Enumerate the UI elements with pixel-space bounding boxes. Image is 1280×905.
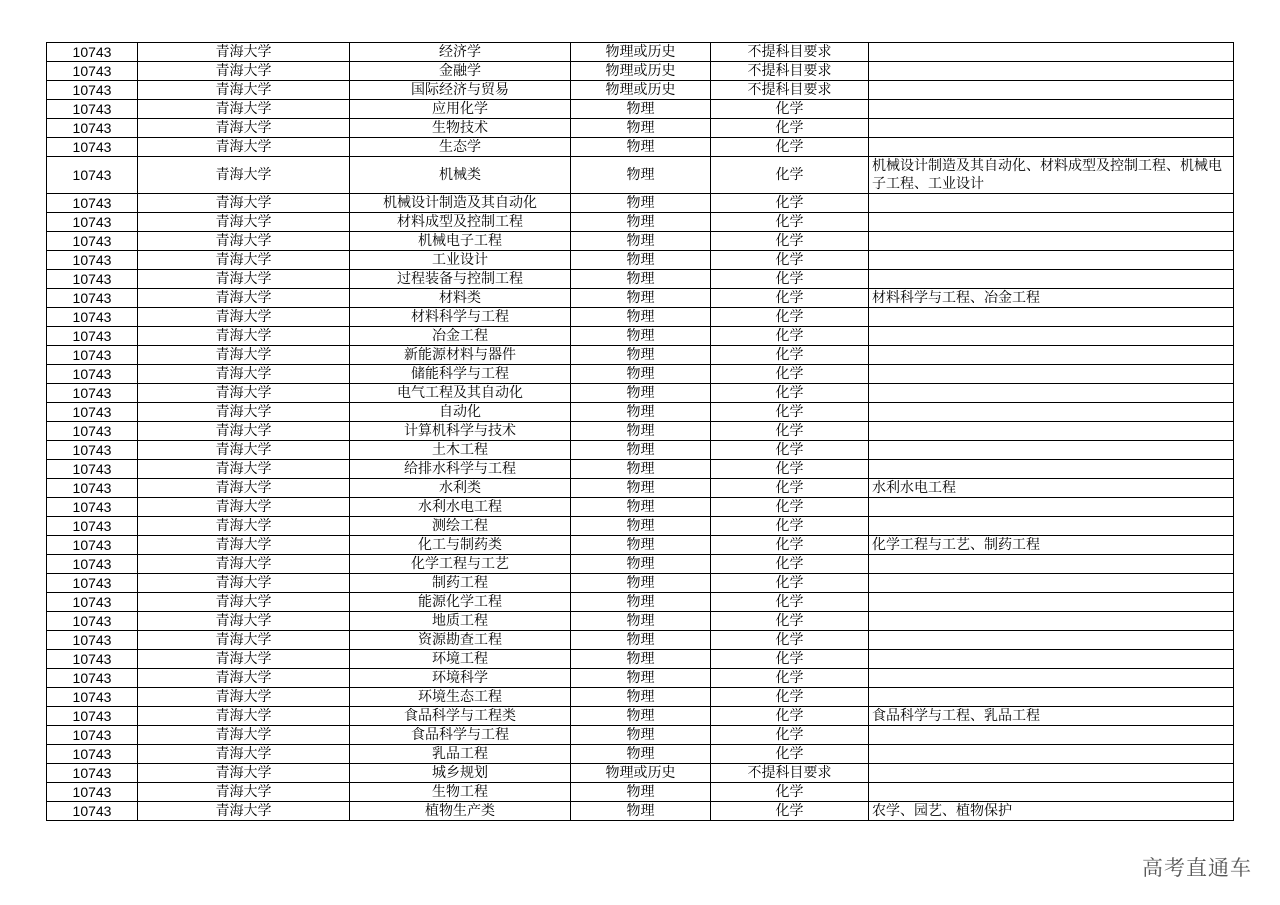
table-row [47, 365, 1234, 384]
school-code-cell: 10743 [47, 536, 138, 555]
second-subject-cell: 不提科目要求 [711, 43, 869, 62]
first-subject-cell: 物理 [571, 612, 711, 631]
major-name-cell: 过程装备与控制工程 [350, 270, 571, 289]
first-subject-cell: 物理 [571, 308, 711, 327]
school-name-cell: 青海大学 [138, 707, 350, 726]
included-majors-cell: 化学工程与工艺、制药工程 [869, 536, 1234, 555]
first-subject-cell: 物理 [571, 270, 711, 289]
second-subject-cell: 不提科目要求 [711, 764, 869, 783]
major-name-cell: 材料类 [350, 289, 571, 308]
table-body [47, 43, 1234, 821]
school-name-cell: 青海大学 [138, 745, 350, 764]
included-majors-cell [869, 43, 1234, 62]
major-name-cell: 环境生态工程 [350, 688, 571, 707]
table-row [47, 100, 1234, 119]
second-subject-cell: 不提科目要求 [711, 62, 869, 81]
table-row [47, 157, 1234, 194]
school-name-cell: 青海大学 [138, 536, 350, 555]
second-subject-cell: 化学 [711, 669, 869, 688]
school-name-cell: 青海大学 [138, 289, 350, 308]
school-name-cell: 青海大学 [138, 726, 350, 745]
second-subject-cell: 化学 [711, 232, 869, 251]
school-code-cell: 10743 [47, 707, 138, 726]
school-code-cell: 10743 [47, 650, 138, 669]
requirements-table [46, 42, 1234, 821]
second-subject-cell: 化学 [711, 802, 869, 821]
school-code-cell: 10743 [47, 62, 138, 81]
second-subject-cell: 化学 [711, 119, 869, 138]
included-majors-cell [869, 726, 1234, 745]
major-name-cell: 生物技术 [350, 119, 571, 138]
first-subject-cell: 物理 [571, 327, 711, 346]
school-name-cell: 青海大学 [138, 631, 350, 650]
table-row [47, 574, 1234, 593]
school-code-cell: 10743 [47, 270, 138, 289]
school-code-cell: 10743 [47, 213, 138, 232]
second-subject-cell: 化学 [711, 100, 869, 119]
second-subject-cell: 化学 [711, 270, 869, 289]
major-name-cell: 生物工程 [350, 783, 571, 802]
table-row [47, 460, 1234, 479]
school-name-cell: 青海大学 [138, 251, 350, 270]
major-name-cell: 食品科学与工程类 [350, 707, 571, 726]
school-name-cell: 青海大学 [138, 669, 350, 688]
included-majors-cell [869, 422, 1234, 441]
table-row [47, 593, 1234, 612]
included-majors-cell: 机械设计制造及其自动化、材料成型及控制工程、机械电子工程、工业设计 [869, 157, 1234, 194]
first-subject-cell: 物理或历史 [571, 81, 711, 100]
table-row [47, 251, 1234, 270]
major-name-cell: 电气工程及其自动化 [350, 384, 571, 403]
school-code-cell: 10743 [47, 327, 138, 346]
second-subject-cell: 不提科目要求 [711, 81, 869, 100]
major-name-cell: 地质工程 [350, 612, 571, 631]
table-row [47, 555, 1234, 574]
school-name-cell: 青海大学 [138, 346, 350, 365]
first-subject-cell: 物理 [571, 194, 711, 213]
table-row [47, 783, 1234, 802]
second-subject-cell: 化学 [711, 213, 869, 232]
school-code-cell: 10743 [47, 81, 138, 100]
school-name-cell: 青海大学 [138, 384, 350, 403]
included-majors-cell [869, 593, 1234, 612]
first-subject-cell: 物理 [571, 574, 711, 593]
second-subject-cell: 化学 [711, 745, 869, 764]
table-row [47, 536, 1234, 555]
table-row [47, 745, 1234, 764]
school-code-cell: 10743 [47, 745, 138, 764]
school-name-cell: 青海大学 [138, 327, 350, 346]
included-majors-cell [869, 460, 1234, 479]
school-name-cell: 青海大学 [138, 308, 350, 327]
included-majors-cell [869, 100, 1234, 119]
first-subject-cell: 物理 [571, 536, 711, 555]
table-row [47, 232, 1234, 251]
included-majors-cell [869, 441, 1234, 460]
table-row [47, 138, 1234, 157]
included-majors-cell [869, 669, 1234, 688]
included-majors-cell [869, 346, 1234, 365]
included-majors-cell [869, 650, 1234, 669]
school-name-cell: 青海大学 [138, 650, 350, 669]
school-name-cell: 青海大学 [138, 270, 350, 289]
first-subject-cell: 物理 [571, 384, 711, 403]
school-code-cell: 10743 [47, 232, 138, 251]
school-code-cell: 10743 [47, 593, 138, 612]
first-subject-cell: 物理 [571, 346, 711, 365]
school-code-cell: 10743 [47, 43, 138, 62]
major-name-cell: 机械设计制造及其自动化 [350, 194, 571, 213]
first-subject-cell: 物理 [571, 251, 711, 270]
table-row [47, 270, 1234, 289]
school-name-cell: 青海大学 [138, 62, 350, 81]
table-row [47, 726, 1234, 745]
school-name-cell: 青海大学 [138, 213, 350, 232]
first-subject-cell: 物理 [571, 479, 711, 498]
included-majors-cell [869, 213, 1234, 232]
school-code-cell: 10743 [47, 289, 138, 308]
first-subject-cell: 物理 [571, 441, 711, 460]
school-code-cell: 10743 [47, 403, 138, 422]
second-subject-cell: 化学 [711, 631, 869, 650]
school-name-cell: 青海大学 [138, 194, 350, 213]
major-name-cell: 制药工程 [350, 574, 571, 593]
major-name-cell: 食品科学与工程 [350, 726, 571, 745]
table-row [47, 650, 1234, 669]
school-name-cell: 青海大学 [138, 498, 350, 517]
first-subject-cell: 物理 [571, 232, 711, 251]
major-name-cell: 植物生产类 [350, 802, 571, 821]
major-name-cell: 应用化学 [350, 100, 571, 119]
second-subject-cell: 化学 [711, 688, 869, 707]
first-subject-cell: 物理 [571, 631, 711, 650]
school-name-cell: 青海大学 [138, 802, 350, 821]
school-code-cell: 10743 [47, 631, 138, 650]
school-name-cell: 青海大学 [138, 403, 350, 422]
school-name-cell: 青海大学 [138, 593, 350, 612]
second-subject-cell: 化学 [711, 251, 869, 270]
included-majors-cell [869, 251, 1234, 270]
table-row [47, 802, 1234, 821]
second-subject-cell: 化学 [711, 650, 869, 669]
first-subject-cell: 物理 [571, 498, 711, 517]
included-majors-cell: 农学、园艺、植物保护 [869, 802, 1234, 821]
major-name-cell: 储能科学与工程 [350, 365, 571, 384]
second-subject-cell: 化学 [711, 138, 869, 157]
school-code-cell: 10743 [47, 194, 138, 213]
watermark-text: 高考直通车 [1142, 856, 1252, 880]
included-majors-cell [869, 138, 1234, 157]
second-subject-cell: 化学 [711, 574, 869, 593]
school-code-cell: 10743 [47, 100, 138, 119]
major-name-cell: 计算机科学与技术 [350, 422, 571, 441]
second-subject-cell: 化学 [711, 593, 869, 612]
major-name-cell: 新能源材料与器件 [350, 346, 571, 365]
school-name-cell: 青海大学 [138, 688, 350, 707]
school-name-cell: 青海大学 [138, 441, 350, 460]
school-code-cell: 10743 [47, 802, 138, 821]
major-name-cell: 给排水科学与工程 [350, 460, 571, 479]
included-majors-cell [869, 62, 1234, 81]
school-code-cell: 10743 [47, 422, 138, 441]
included-majors-cell [869, 745, 1234, 764]
first-subject-cell: 物理 [571, 157, 711, 194]
first-subject-cell: 物理 [571, 726, 711, 745]
major-name-cell: 城乡规划 [350, 764, 571, 783]
school-code-cell: 10743 [47, 574, 138, 593]
second-subject-cell: 化学 [711, 498, 869, 517]
table-row [47, 707, 1234, 726]
major-name-cell: 国际经济与贸易 [350, 81, 571, 100]
school-code-cell: 10743 [47, 119, 138, 138]
table-row [47, 327, 1234, 346]
included-majors-cell [869, 574, 1234, 593]
first-subject-cell: 物理 [571, 593, 711, 612]
table-row [47, 612, 1234, 631]
school-name-cell: 青海大学 [138, 43, 350, 62]
second-subject-cell: 化学 [711, 403, 869, 422]
included-majors-cell [869, 308, 1234, 327]
table-row [47, 498, 1234, 517]
table-row [47, 669, 1234, 688]
school-name-cell: 青海大学 [138, 81, 350, 100]
second-subject-cell: 化学 [711, 441, 869, 460]
second-subject-cell: 化学 [711, 365, 869, 384]
school-code-cell: 10743 [47, 460, 138, 479]
school-name-cell: 青海大学 [138, 422, 350, 441]
first-subject-cell: 物理 [571, 119, 711, 138]
school-name-cell: 青海大学 [138, 460, 350, 479]
major-name-cell: 水利水电工程 [350, 498, 571, 517]
second-subject-cell: 化学 [711, 707, 869, 726]
first-subject-cell: 物理 [571, 403, 711, 422]
school-name-cell: 青海大学 [138, 157, 350, 194]
major-name-cell: 材料科学与工程 [350, 308, 571, 327]
major-name-cell: 生态学 [350, 138, 571, 157]
school-code-cell: 10743 [47, 612, 138, 631]
first-subject-cell: 物理 [571, 650, 711, 669]
school-code-cell: 10743 [47, 384, 138, 403]
school-name-cell: 青海大学 [138, 764, 350, 783]
included-majors-cell [869, 612, 1234, 631]
table-row [47, 631, 1234, 650]
second-subject-cell: 化学 [711, 308, 869, 327]
included-majors-cell [869, 631, 1234, 650]
included-majors-cell [869, 555, 1234, 574]
major-name-cell: 乳品工程 [350, 745, 571, 764]
school-code-cell: 10743 [47, 783, 138, 802]
school-name-cell: 青海大学 [138, 555, 350, 574]
second-subject-cell: 化学 [711, 422, 869, 441]
included-majors-cell [869, 194, 1234, 213]
major-name-cell: 材料成型及控制工程 [350, 213, 571, 232]
school-name-cell: 青海大学 [138, 138, 350, 157]
first-subject-cell: 物理 [571, 213, 711, 232]
major-name-cell: 化工与制药类 [350, 536, 571, 555]
school-code-cell: 10743 [47, 764, 138, 783]
major-name-cell: 经济学 [350, 43, 571, 62]
second-subject-cell: 化学 [711, 555, 869, 574]
included-majors-cell [869, 498, 1234, 517]
first-subject-cell: 物理 [571, 422, 711, 441]
school-code-cell: 10743 [47, 346, 138, 365]
major-name-cell: 金融学 [350, 62, 571, 81]
first-subject-cell: 物理 [571, 517, 711, 536]
table-row [47, 384, 1234, 403]
school-name-cell: 青海大学 [138, 365, 350, 384]
school-code-cell: 10743 [47, 441, 138, 460]
table-row [47, 517, 1234, 536]
second-subject-cell: 化学 [711, 327, 869, 346]
school-name-cell: 青海大学 [138, 574, 350, 593]
included-majors-cell: 材料科学与工程、冶金工程 [869, 289, 1234, 308]
first-subject-cell: 物理或历史 [571, 43, 711, 62]
major-name-cell: 工业设计 [350, 251, 571, 270]
school-code-cell: 10743 [47, 251, 138, 270]
school-code-cell: 10743 [47, 498, 138, 517]
school-name-cell: 青海大学 [138, 783, 350, 802]
second-subject-cell: 化学 [711, 726, 869, 745]
first-subject-cell: 物理 [571, 783, 711, 802]
included-majors-cell [869, 232, 1234, 251]
first-subject-cell: 物理 [571, 669, 711, 688]
major-name-cell: 机械电子工程 [350, 232, 571, 251]
major-name-cell: 化学工程与工艺 [350, 555, 571, 574]
school-name-cell: 青海大学 [138, 479, 350, 498]
first-subject-cell: 物理或历史 [571, 764, 711, 783]
first-subject-cell: 物理 [571, 688, 711, 707]
included-majors-cell [869, 403, 1234, 422]
major-name-cell: 冶金工程 [350, 327, 571, 346]
table-row [47, 289, 1234, 308]
first-subject-cell: 物理或历史 [571, 62, 711, 81]
first-subject-cell: 物理 [571, 100, 711, 119]
first-subject-cell: 物理 [571, 460, 711, 479]
included-majors-cell: 水利水电工程 [869, 479, 1234, 498]
school-name-cell: 青海大学 [138, 232, 350, 251]
first-subject-cell: 物理 [571, 365, 711, 384]
included-majors-cell [869, 764, 1234, 783]
included-majors-cell [869, 119, 1234, 138]
table-row [47, 441, 1234, 460]
major-name-cell: 测绘工程 [350, 517, 571, 536]
second-subject-cell: 化学 [711, 384, 869, 403]
table-row [47, 43, 1234, 62]
school-code-cell: 10743 [47, 555, 138, 574]
included-majors-cell: 食品科学与工程、乳品工程 [869, 707, 1234, 726]
table-row [47, 194, 1234, 213]
included-majors-cell [869, 384, 1234, 403]
table-row [47, 403, 1234, 422]
major-name-cell: 水利类 [350, 479, 571, 498]
first-subject-cell: 物理 [571, 138, 711, 157]
first-subject-cell: 物理 [571, 745, 711, 764]
first-subject-cell: 物理 [571, 555, 711, 574]
table-row [47, 688, 1234, 707]
second-subject-cell: 化学 [711, 517, 869, 536]
school-code-cell: 10743 [47, 138, 138, 157]
school-code-cell: 10743 [47, 726, 138, 745]
first-subject-cell: 物理 [571, 802, 711, 821]
table-row [47, 119, 1234, 138]
second-subject-cell: 化学 [711, 194, 869, 213]
table-row [47, 346, 1234, 365]
school-code-cell: 10743 [47, 517, 138, 536]
major-name-cell: 自动化 [350, 403, 571, 422]
second-subject-cell: 化学 [711, 157, 869, 194]
major-name-cell: 土木工程 [350, 441, 571, 460]
table-row [47, 81, 1234, 100]
included-majors-cell [869, 517, 1234, 536]
included-majors-cell [869, 365, 1234, 384]
school-name-cell: 青海大学 [138, 100, 350, 119]
included-majors-cell [869, 688, 1234, 707]
major-name-cell: 能源化学工程 [350, 593, 571, 612]
major-name-cell: 环境科学 [350, 669, 571, 688]
second-subject-cell: 化学 [711, 536, 869, 555]
table-row [47, 422, 1234, 441]
school-code-cell: 10743 [47, 669, 138, 688]
table-row [47, 479, 1234, 498]
second-subject-cell: 化学 [711, 783, 869, 802]
second-subject-cell: 化学 [711, 289, 869, 308]
first-subject-cell: 物理 [571, 289, 711, 308]
table-row [47, 62, 1234, 81]
second-subject-cell: 化学 [711, 612, 869, 631]
included-majors-cell [869, 783, 1234, 802]
table-row [47, 213, 1234, 232]
school-code-cell: 10743 [47, 365, 138, 384]
first-subject-cell: 物理 [571, 707, 711, 726]
major-name-cell: 环境工程 [350, 650, 571, 669]
second-subject-cell: 化学 [711, 479, 869, 498]
table-row [47, 308, 1234, 327]
school-code-cell: 10743 [47, 157, 138, 194]
school-name-cell: 青海大学 [138, 612, 350, 631]
major-name-cell: 资源勘查工程 [350, 631, 571, 650]
major-name-cell: 机械类 [350, 157, 571, 194]
school-code-cell: 10743 [47, 308, 138, 327]
second-subject-cell: 化学 [711, 460, 869, 479]
school-name-cell: 青海大学 [138, 119, 350, 138]
school-code-cell: 10743 [47, 688, 138, 707]
table-row [47, 764, 1234, 783]
school-code-cell: 10743 [47, 479, 138, 498]
included-majors-cell [869, 270, 1234, 289]
second-subject-cell: 化学 [711, 346, 869, 365]
included-majors-cell [869, 327, 1234, 346]
included-majors-cell [869, 81, 1234, 100]
school-name-cell: 青海大学 [138, 517, 350, 536]
